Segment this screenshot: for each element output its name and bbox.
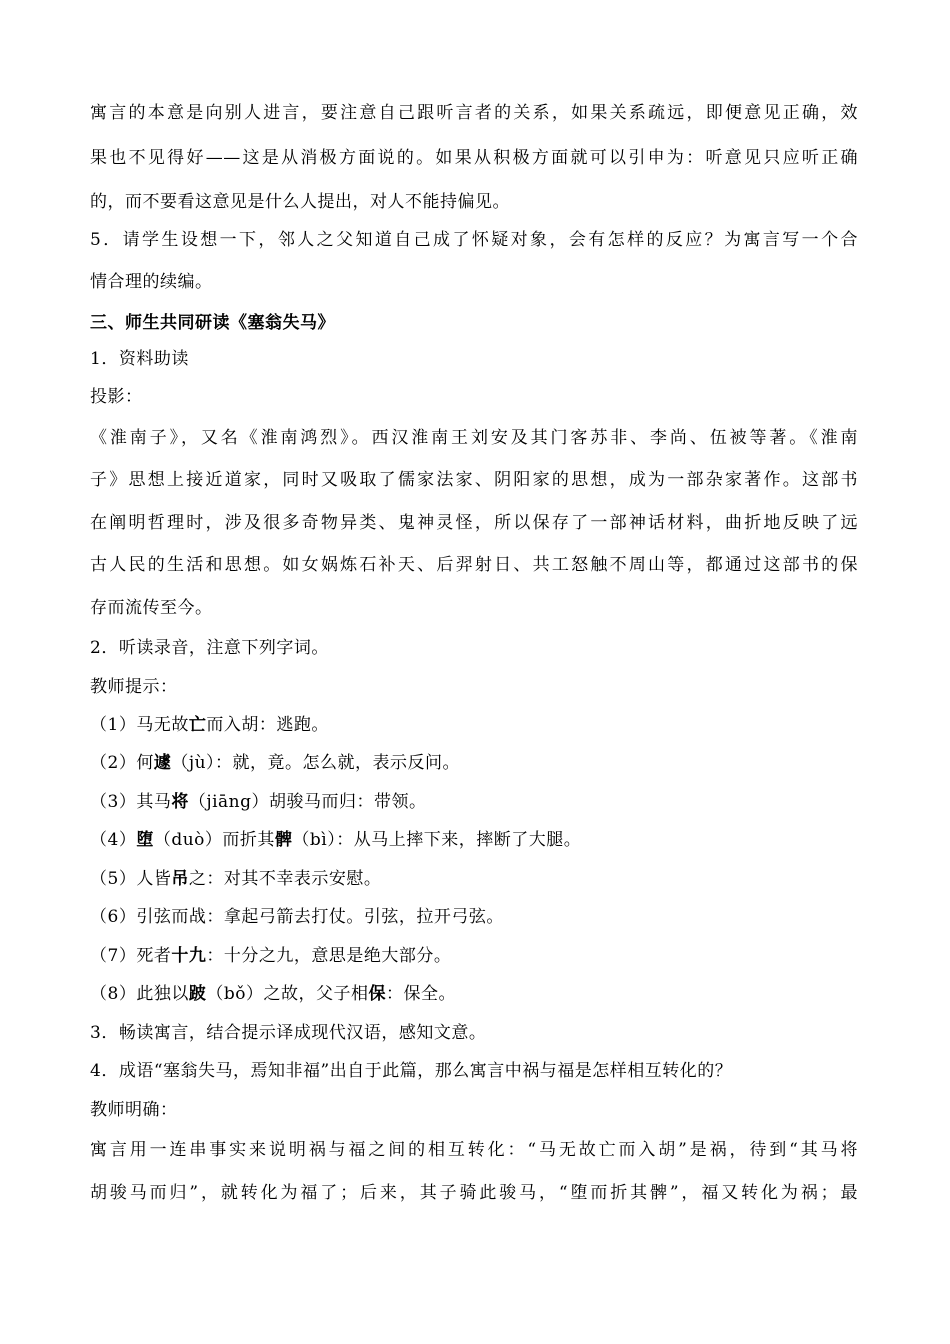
step-2-label: 2．听读录音，注意下列字词。: [90, 638, 329, 658]
hint-item: （3）其马将（jiāng）胡骏马而归：带领。: [90, 792, 427, 812]
step-1-label: 1．资料助读: [90, 349, 189, 369]
hint-item: （2）何遽（jù）：就，竟。怎么就，表示反问。: [90, 753, 461, 773]
hint-item: （8）此独以跛（bǒ）之故，父子相保：保全。: [90, 984, 456, 1004]
teacher-hint-label: 教师提示：: [90, 677, 178, 697]
step-3-label: 3．畅读寓言，结合提示译成现代汉语，感知文意。: [90, 1023, 487, 1043]
question-5-line: 5．请学生设想一下，邻人之父知道自己成了怀疑对象，会有怎样的反应？为寓言写一个合: [90, 230, 858, 250]
question-5-line: 情合理的续编。: [90, 272, 213, 292]
projection-text-line: 古人民的生活和思想。如女娲炼石补天、后羿射日、共工怒触不周山等，都通过这部书的保: [90, 555, 858, 575]
hint-item: （6）引弦而战：拿起弓箭去打仗。引弦，拉开弓弦。: [90, 907, 504, 927]
clarify-text-line: 寓言用一连串事实来说明祸与福之间的相互转化：“马无故亡而入胡”是祸，待到“其马将: [90, 1140, 858, 1160]
section-heading: 三、师生共同研读《塞翁失马》: [90, 313, 335, 333]
teacher-clarify-label: 教师明确：: [90, 1100, 178, 1120]
paragraph-line: 的，而不要看这意见是什么人提出，对人不能持偏见。: [90, 192, 510, 212]
projection-text-line: 在阐明哲理时，涉及很多奇物异类、鬼神灵怪，所以保存了一部神话材料，曲折地反映了远: [90, 513, 858, 533]
paragraph-line: 果也不见得好——这是从消极方面说的。如果从积极方面就可以引申为：听意见只应听正确: [90, 148, 858, 168]
hint-item: （1）马无故亡而入胡：逃跑。: [90, 715, 329, 735]
step-4-label: 4．成语“塞翁失马，焉知非福”出自于此篇，那么寓言中祸与福是怎样相互转化的？: [90, 1061, 733, 1081]
projection-label: 投影：: [90, 387, 143, 407]
paragraph-line: 寓言的本意是向别人进言，要注意自己跟听言者的关系，如果关系疏远，即便意见正确，效: [90, 103, 858, 123]
hint-item: （4）堕（duò）而折其髀（bì）：从马上摔下来，摔断了大腿。: [90, 830, 582, 850]
projection-text-line: 子》思想上接近道家，同时又吸取了儒家法家、阴阳家的思想，成为一部杂家著作。这部书: [90, 470, 858, 490]
hint-item: （7）死者十九：十分之九，意思是绝大部分。: [90, 946, 452, 966]
hint-item: （5）人皆吊之：对其不幸表示安慰。: [90, 869, 382, 889]
clarify-text-line: 胡骏马而归”，就转化为福了；后来，其子骑此骏马，“堕而折其髀”，福又转化为祸；最: [90, 1183, 858, 1203]
projection-text-line: 存而流传至今。: [90, 598, 213, 618]
projection-text-line: 《淮南子》，又名《淮南鸿烈》。西汉淮南王刘安及其门客苏非、李尚、伍被等著。《淮南: [90, 428, 858, 448]
